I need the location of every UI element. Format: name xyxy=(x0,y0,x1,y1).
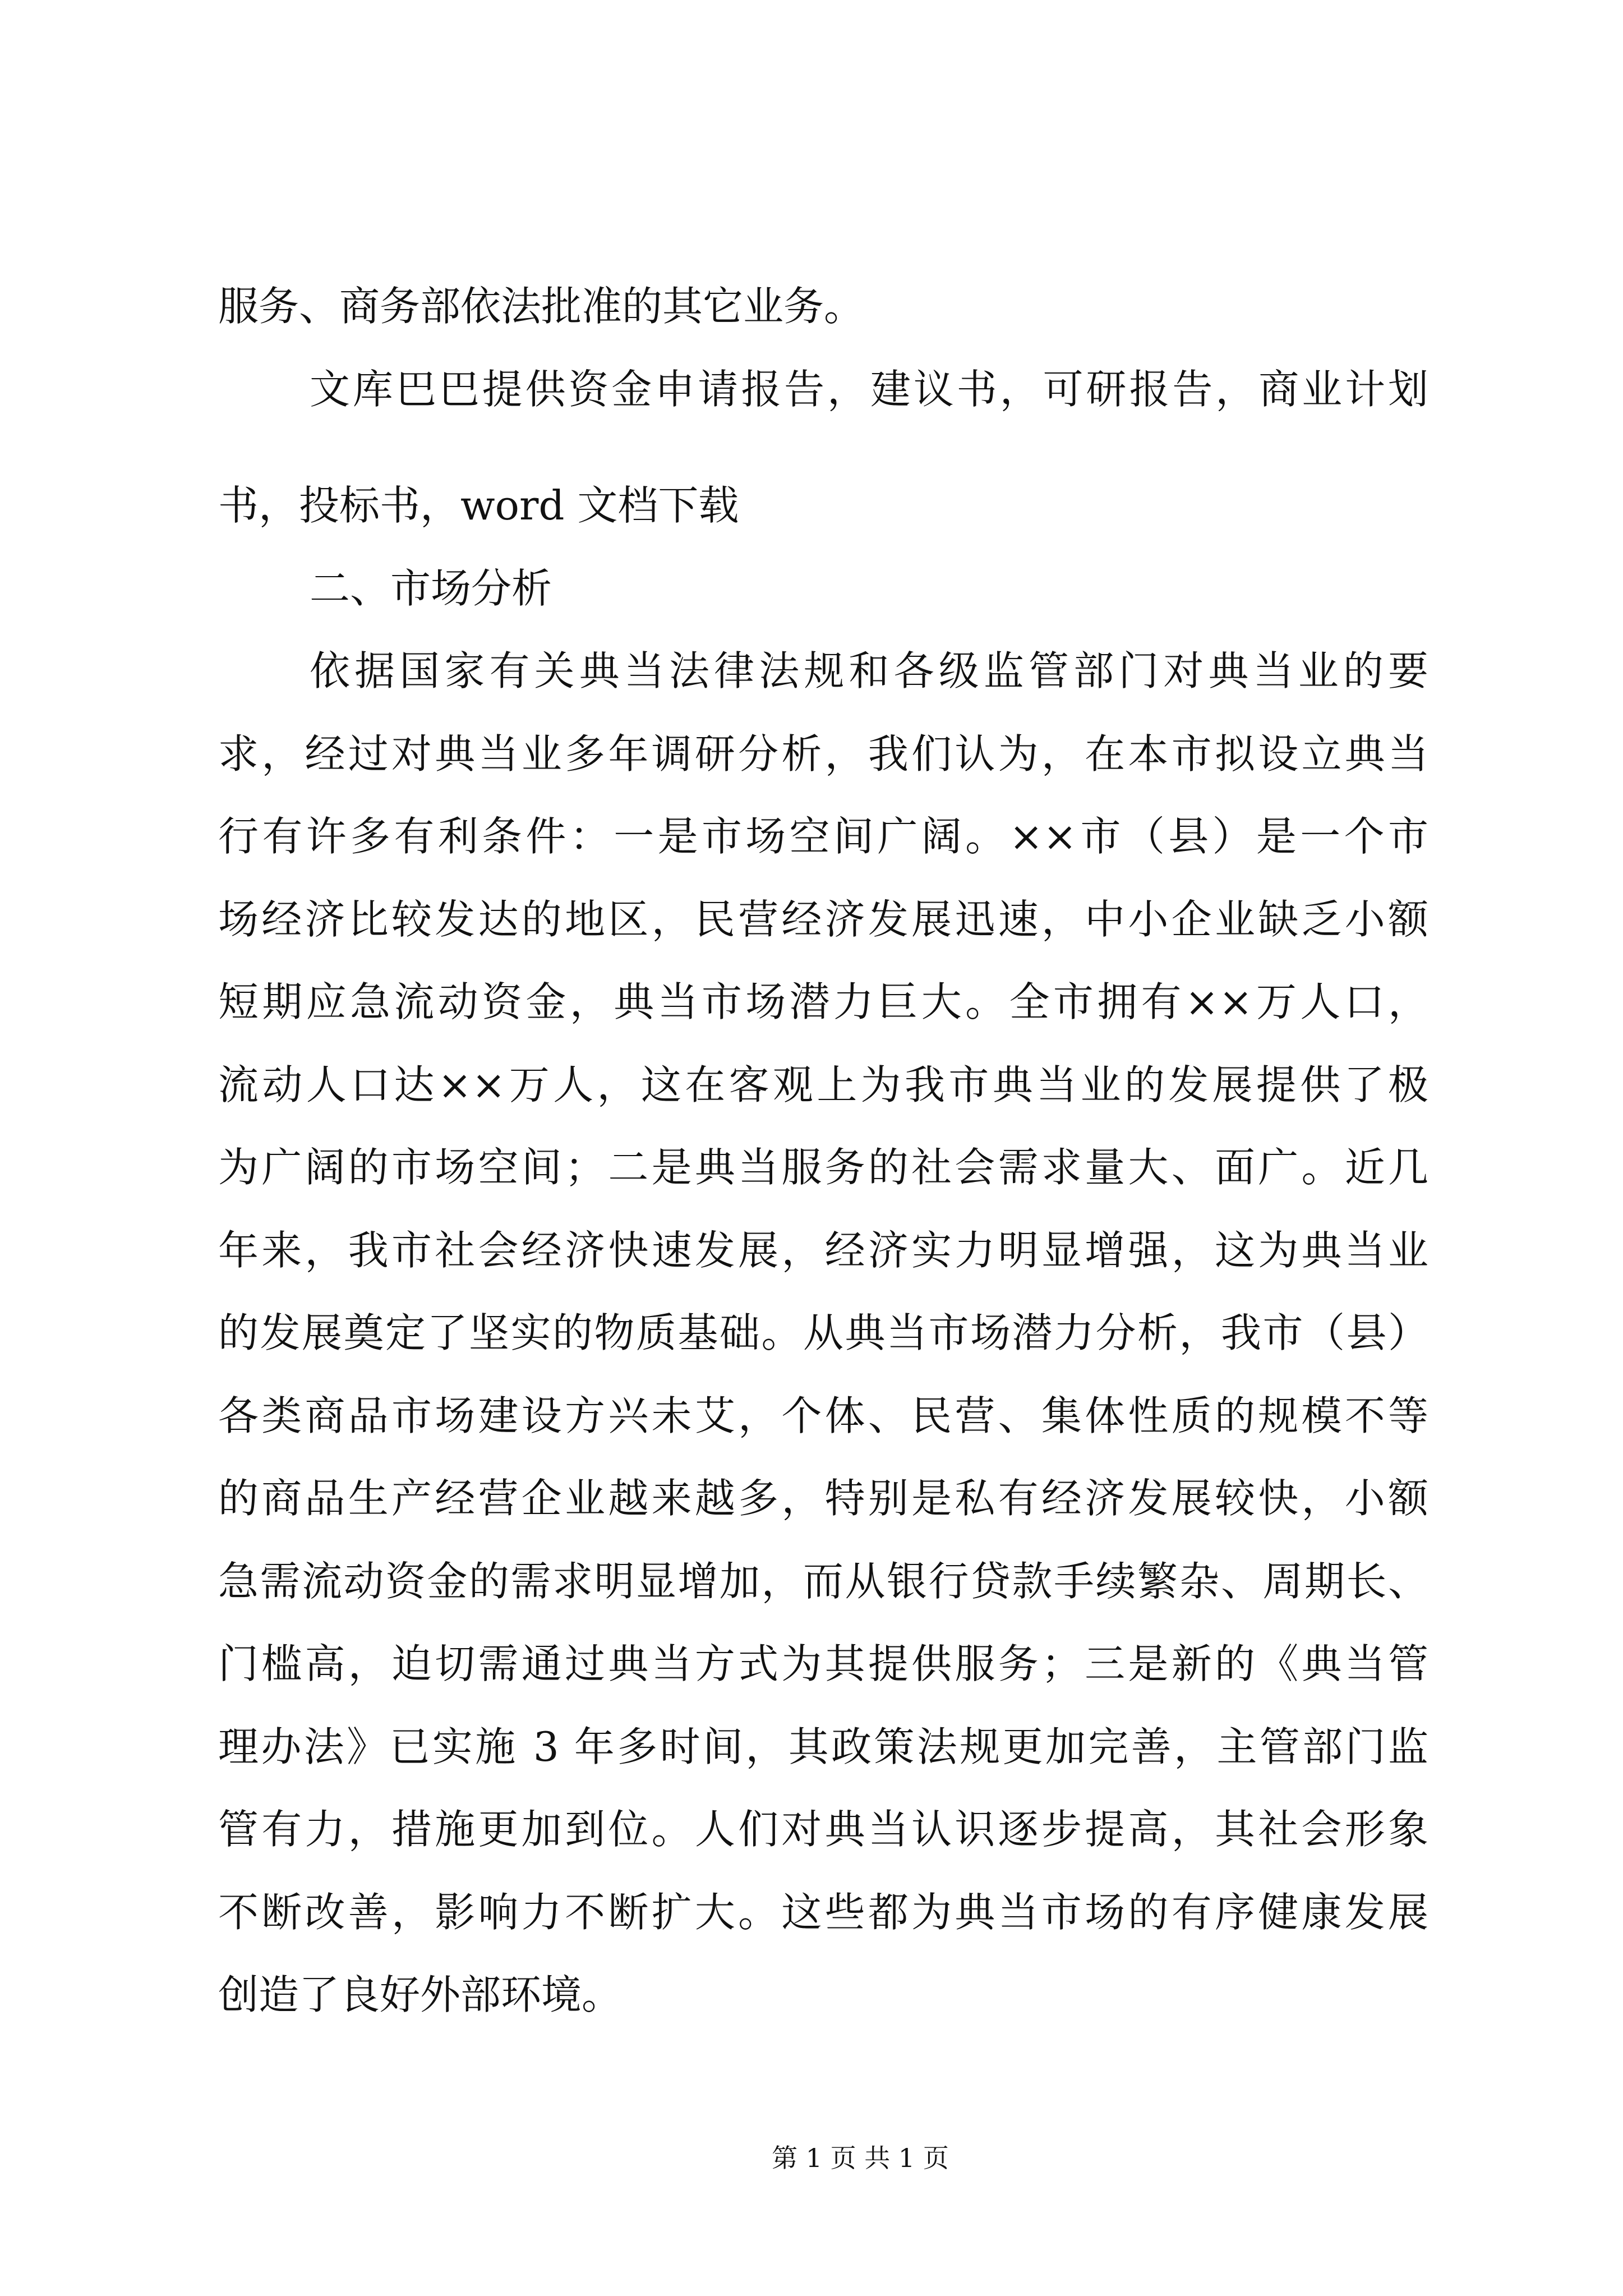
paragraph-continuation xyxy=(218,265,1428,348)
text-line: 不断改善，影响力不断扩大。这些都为典当市场的有序健康发展 xyxy=(218,1888,1428,1936)
text-line: 理办法》已实施 3 年多时间，其政策法规更加完善，主管部门监 xyxy=(218,1723,1428,1770)
page-footer-page-number: 第 1 页 共 1 页 xyxy=(772,2143,949,2173)
text-line: 行有许多有利条件：一是市场空间广阔。××市（县）是一个市 xyxy=(218,813,1428,860)
text-line: 依据国家有关典当法律法规和各级监管部门对典当业的要 xyxy=(310,647,1428,694)
text-line: 为广阔的市场空间；二是典当服务的社会需求量大、面广。近几 xyxy=(218,1144,1428,1191)
text-line: 管有力，措施更加到位。人们对典当认识逐步提高，其社会形象 xyxy=(218,1806,1428,1853)
text-line: 流动人口达××万人，这在客观上为我市典当业的发展提供了极 xyxy=(218,1061,1428,1108)
text-line: 急需流动资金的需求明显增加，而从银行贷款手续繁杂、周期长、 xyxy=(218,1557,1428,1605)
text-line: 的发展奠定了坚实的物质基础。从典当市场潜力分析，我市（县） xyxy=(218,1309,1428,1356)
text-line: 各类商品市场建设方兴未艾，个体、民营、集体性质的规模不等 xyxy=(218,1392,1428,1439)
text-line: 门槛高，迫切需通过典当方式为其提供服务；三是新的《典当管 xyxy=(218,1640,1428,1687)
text-line: 服务、商务部依法批准的其它业务。 xyxy=(218,283,865,330)
text-line: 文库巴巴提供资金申请报告，建议书，可研报告，商业计划 xyxy=(310,365,1428,413)
section-heading xyxy=(218,547,1428,631)
paragraph-market-analysis xyxy=(218,630,1428,2037)
paragraph-download-note xyxy=(218,348,1428,547)
text-line: 的商品生产经营企业越来越多，特别是私有经济发展较快，小额 xyxy=(218,1475,1428,1522)
text-line: 书，投标书，word 文档下载 xyxy=(218,482,739,529)
text-line: 创造了良好外部环境。 xyxy=(218,1971,623,2018)
text-line: 求，经过对典当业多年调研分析，我们认为，在本市拟设立典当 xyxy=(218,730,1428,777)
text-line: 短期应急流动资金，典当市场潜力巨大。全市拥有××万人口， xyxy=(218,978,1428,1025)
text-line: 年来，我市社会经济快速发展，经济实力明显增强，这为典当业 xyxy=(218,1226,1428,1274)
text-line: 场经济比较发达的地区，民营经济发展迅速，中小企业缺乏小额 xyxy=(218,895,1428,943)
document-body xyxy=(218,265,1428,2037)
section-heading-text: 二、市场分析 xyxy=(310,564,552,612)
